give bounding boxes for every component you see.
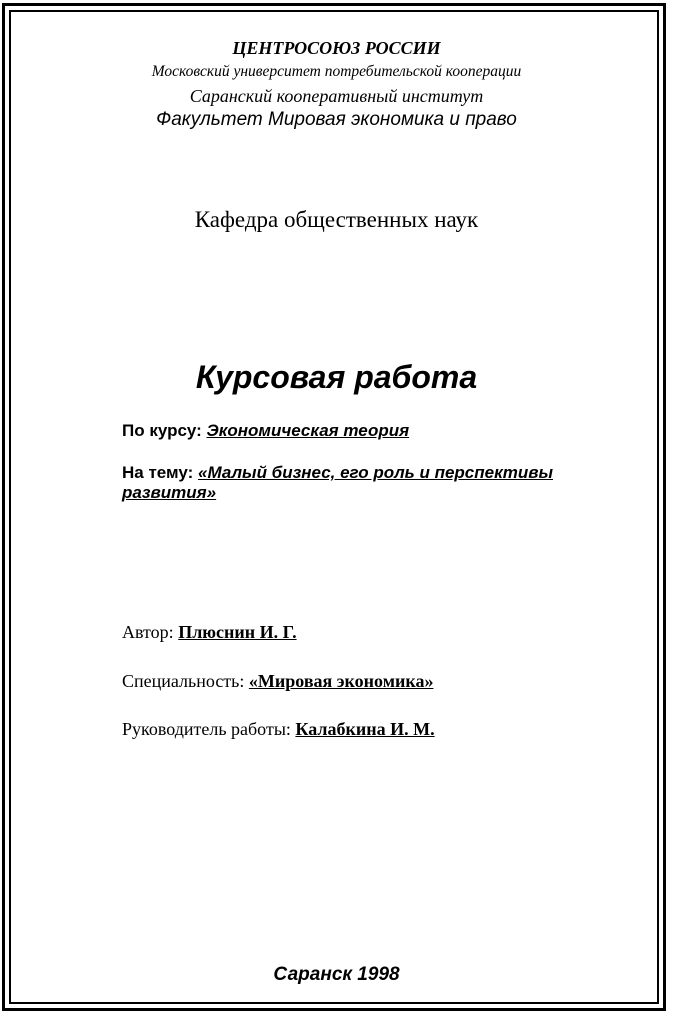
org-line-4: Факультет Мировая экономика и право — [156, 109, 517, 130]
supervisor-value: Калабкина И. М. — [295, 719, 435, 739]
org-line-2: Московский университет потребительской кооперации — [151, 63, 522, 80]
course-line — [122, 421, 409, 441]
topic-line — [122, 463, 622, 503]
author-line — [122, 622, 297, 643]
place-and-year: Саранск 1998 — [273, 964, 400, 985]
specialty-line — [122, 671, 433, 692]
page-inner-border — [9, 10, 659, 1004]
supervisor-label: Руководитель работы: — [122, 719, 291, 739]
course-label: По курсу: — [122, 421, 202, 440]
org-line-1: ЦЕНТРОСОЮЗ РОССИИ — [232, 38, 441, 58]
specialty-label: Специальность: — [122, 671, 245, 691]
org-line-3: Саранский кооперативный институт — [189, 86, 484, 106]
document-title: Курсовая работа — [195, 359, 478, 395]
topic-label: На тему: — [122, 463, 194, 482]
course-value: Экономическая теория — [206, 421, 410, 440]
supervisor-line — [122, 719, 435, 740]
author-value: Плюснин И. Г. — [178, 622, 297, 642]
specialty-value: «Мировая экономика» — [248, 671, 434, 691]
topic-value: «Малый бизнес, его роль и перспективы развития» — [122, 463, 553, 502]
author-label: Автор: — [122, 622, 174, 642]
department-name: Кафедра общественных наук — [194, 207, 479, 232]
